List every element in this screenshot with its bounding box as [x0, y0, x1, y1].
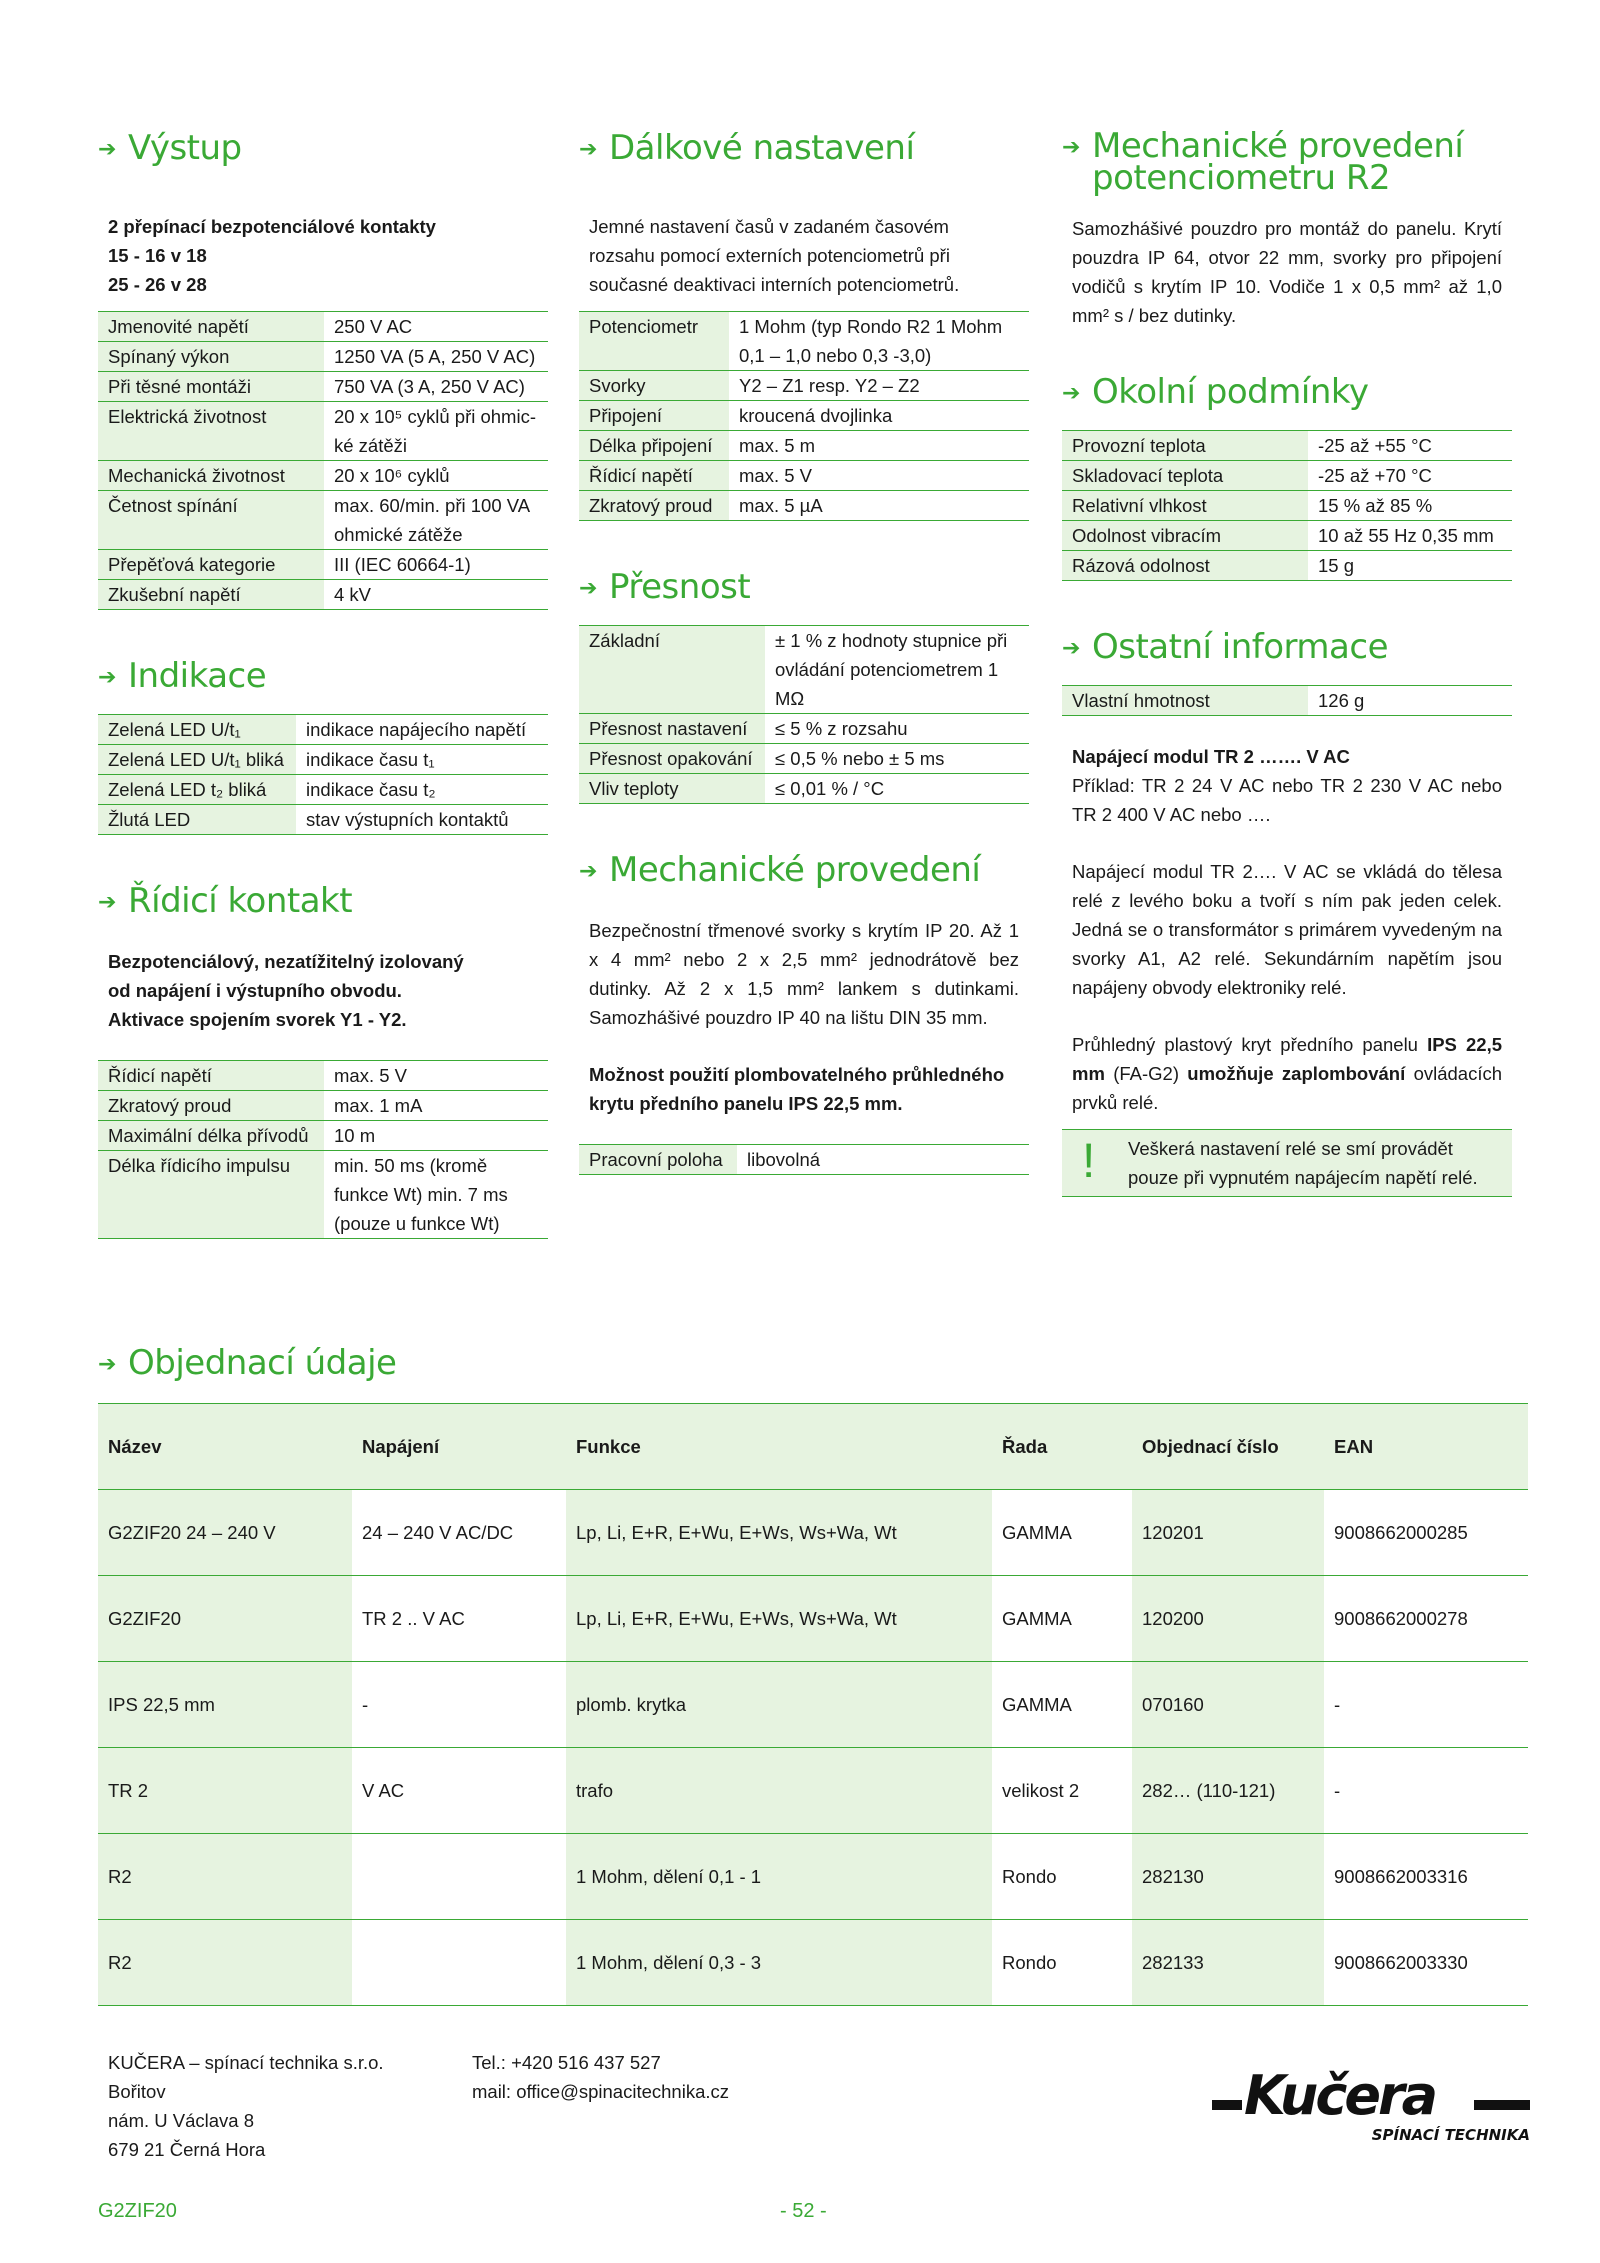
arrow-icon: ➔ — [98, 1352, 116, 1377]
table-row: Pracovní poloha libovolná — [579, 1145, 1029, 1175]
table-row: Svorky Y2 – Z1 resp. Y2 – Z2 — [579, 371, 1029, 401]
mechanicke-text: Bezpečnostní třmenové svorky s krytím IP 20. Až 1 x 4 mm² nebo 2 x 2,5 mm² jednodrátově bez dutinky. Až 2 x 1,5 mm² lankem s dutinkami. Samozhášivé pouzdro IP 40 na lištu DIN 35 mm. — [589, 920, 1019, 1028]
table-row: Délka připojení max. 5 m — [579, 431, 1029, 461]
company-address: KUČERA – spínací technika s.r.o. Bořitov nám. U Václava 8 679 21 Černá Hora — [108, 2052, 384, 2160]
table-row: Připojení kroucená dvojlinka — [579, 401, 1029, 431]
table-row: Žlutá LED stav výstupních kontaktů — [98, 805, 548, 835]
column-left — [98, 130, 548, 1239]
section-title-ridici: ➔ Řídicí kontakt — [98, 881, 353, 921]
table-row: TR 2 V AC trafo velikost 2 282… (110-121) - — [98, 1748, 1528, 1834]
company-contact — [472, 2048, 729, 2106]
presnost-table — [579, 625, 1029, 804]
svg-text:Kučera: Kučera — [1244, 2070, 1436, 2127]
arrow-icon: ➔ — [98, 665, 116, 690]
tr-heading: Napájecí modul TR 2 ……. V AC — [1072, 746, 1350, 767]
section-title-ostatni: ➔ Ostatní informace — [1062, 627, 1388, 667]
arrow-icon: ➔ — [98, 890, 116, 915]
section-title-vystup: ➔ Výstup — [98, 128, 242, 168]
section-title-mech-pot: ➔ Mechanické provedení potenciometru R2 — [1062, 126, 1464, 198]
table-row: Spínaný výkon 1250 VA (5 A, 250 V AC) — [98, 342, 548, 372]
warning-box — [1062, 1129, 1512, 1197]
section-title-objednaci: ➔ Objednací údaje — [98, 1343, 397, 1383]
table-row: Přesnost nastavení ≤ 5 % z rozsahu — [579, 714, 1029, 744]
section-title-dalkove: ➔ Dálkové nastavení — [579, 128, 915, 168]
order-table — [98, 1403, 1528, 2006]
dalkove-text: Jemné nastavení časů v zadaném časovém rozsahu pomocí externích potenciometrů při současné deaktivaci interních potenciometrů. — [589, 216, 960, 295]
kryt-text: Průhledný plastový kryt předního panelu IPS 22,5 mm (FA-G2) umožňuje zaplombování ovládacích prvků relé. — [1072, 1034, 1503, 1113]
arrow-icon: ➔ — [98, 137, 116, 162]
table-row: Jmenovité napětí 250 V AC — [98, 312, 548, 342]
table-row: Maximální délka přívodů 10 m — [98, 1121, 548, 1151]
table-row: Vlastní hmotnost 126 g — [1062, 686, 1512, 716]
table-row: G2ZIF20 24 – 240 V 24 – 240 V AC/DC Lp, Li, E+R, E+Wu, E+Ws, Ws+Wa, Wt GAMMA 120201 9008662000285 — [98, 1490, 1528, 1576]
tr-example: Příklad: TR 2 24 V AC nebo TR 2 230 V AC nebo TR 2 400 V AC nebo …. — [1072, 775, 1502, 825]
section-title-indikace: ➔ Indikace — [98, 656, 267, 696]
table-row: Přesnost opakování ≤ 0,5 % nebo ± 5 ms — [579, 744, 1029, 774]
table-row: Četnost spínání max. 60/min. při 100 VA ohmické zátěže — [98, 491, 548, 550]
table-row: Mechanická životnost 20 x 10⁶ cyklů — [98, 461, 548, 491]
table-row: Při těsné montáži 750 VA (3 A, 250 V AC) — [98, 372, 548, 402]
page-number: - 52 - — [780, 2200, 827, 2222]
table-row: Zelená LED U/t₁ bliká indikace času t₁ — [98, 745, 548, 775]
arrow-icon: ➔ — [1062, 381, 1080, 406]
column-middle — [579, 130, 1029, 1175]
section-title-mechanicke: ➔ Mechanické provedení — [579, 850, 981, 890]
arrow-icon: ➔ — [1062, 135, 1080, 160]
table-row: Relativní vlhkost 15 % až 85 % — [1062, 491, 1512, 521]
vystup-intro: 2 přepínací bezpotenciálové kontakty 15 - 16 v 18 25 - 26 v 28 — [108, 216, 436, 295]
table-row: Základní ± 1 % z hodnoty stupnice při ovládání potenciometrem 1 MΩ — [579, 626, 1029, 714]
ridici-table — [98, 1060, 548, 1239]
table-row: Zkratový proud max. 1 mA — [98, 1091, 548, 1121]
section-title-presnost: ➔ Přesnost — [579, 567, 751, 607]
table-row: Řídicí napětí max. 5 V — [579, 461, 1029, 491]
table-row: IPS 22,5 mm - plomb. krytka GAMMA 070160 - — [98, 1662, 1528, 1748]
arrow-icon: ➔ — [579, 576, 597, 601]
table-row: Odolnost vibracím 10 až 55 Hz 0,35 mm — [1062, 521, 1512, 551]
table-row: G2ZIF20 TR 2 .. V AC Lp, Li, E+R, E+Wu, E+Ws, Ws+Wa, Wt GAMMA 120200 9008662000278 — [98, 1576, 1528, 1662]
table-row: Řídicí napětí max. 5 V — [98, 1061, 548, 1091]
table-row: Elektrická životnost 20 x 10⁵ cyklů při ohmic-ké zátěži — [98, 402, 548, 461]
vystup-table — [98, 311, 548, 610]
dalkove-table — [579, 311, 1029, 521]
table-row: Vliv teploty ≤ 0,01 % / °C — [579, 774, 1029, 804]
arrow-icon: ➔ — [579, 137, 597, 162]
table-row: Zkratový proud max. 5 µA — [579, 491, 1029, 521]
arrow-icon: ➔ — [1062, 636, 1080, 661]
email-text: mail: office@spinacitechnika.cz — [472, 2081, 729, 2102]
table-row: Skladovací teplota -25 až +70 °C — [1062, 461, 1512, 491]
kucera-logo — [1212, 2070, 1532, 2150]
exclamation-icon: ! — [1082, 1135, 1096, 1188]
ostatni-table — [1062, 685, 1512, 716]
arrow-icon: ➔ — [579, 859, 597, 884]
svg-text:SPÍNACÍ TECHNIKA: SPÍNACÍ TECHNIKA — [1371, 2126, 1530, 2144]
table-row: Zelená LED U/t₁ indikace napájecího napětí — [98, 715, 548, 745]
mechanicke-bold-text: Možnost použití plombovatelného průhledného krytu předního panelu IPS 22,5 mm. — [589, 1064, 1005, 1114]
mechanicke-table — [579, 1144, 1029, 1175]
table-row: Délka řídicího impulsu min. 50 ms (kromě funkce Wt) min. 7 ms (pouze u funkce Wt) — [98, 1151, 548, 1239]
order-section — [98, 1345, 1528, 2006]
warning-text: Veškerá nastavení relé se smí provádět pouze při vypnutém napájecím napětí relé. — [1128, 1138, 1478, 1188]
table-row: R2 1 Mohm, dělení 0,1 - 1 Rondo 282130 9008662003316 — [98, 1834, 1528, 1920]
okolni-table — [1062, 430, 1512, 581]
table-row: Přepěťová kategorie III (IEC 60664-1) — [98, 550, 548, 580]
tr-text: Napájecí modul TR 2…. V AC se vkládá do tělesa relé z levého boku a tvoří s ním pak jeden celek. Jedná se o transformátor s primárem vyvedeným na svorky A1, A2 relé. Sekundárním napětím jsou napájeny obvody elektroniky relé. — [1072, 861, 1502, 998]
table-row: Potenciometr 1 Mohm (typ Rondo R2 1 Mohm 0,1 – 1,0 nebo 0,3 -3,0) — [579, 312, 1029, 371]
table-row: Rázová odolnost 15 g — [1062, 551, 1512, 581]
table-row: Zkušební napětí 4 kV — [98, 580, 548, 610]
mech-pot-text: Samozhášivé pouzdro pro montáž do panelu. Krytí pouzdra IP 64, otvor 22 mm, svorky pro připojení vodičů s krytím IP 10. Vodiče 1 x 0,5 mm² až 1,0 mm² s / bez dutinky. — [1072, 218, 1502, 326]
table-row: Zelená LED t₂ bliká indikace času t₂ — [98, 775, 548, 805]
section-title-okolni: ➔ Okolní podmínky — [1062, 372, 1369, 412]
column-right — [1062, 126, 1512, 1197]
logo-graphic — [1212, 2070, 1532, 2150]
phone-text: Tel.: +420 516 437 527 — [472, 2052, 661, 2073]
table-row: Provozní teplota -25 až +55 °C — [1062, 431, 1512, 461]
table-row: R2 1 Mohm, dělení 0,3 - 3 Rondo 282133 9008662003330 — [98, 1920, 1528, 2006]
product-code: G2ZIF20 — [98, 2200, 177, 2222]
ridici-intro: Bezpotenciálový, nezatížitelný izolovaný od napájení i výstupního obvodu. Aktivace spojením svorek Y1 - Y2. — [108, 951, 464, 1030]
table-header-row: Název Napájení Funkce Řada Objednací číslo EAN — [98, 1404, 1528, 1490]
indikace-table — [98, 714, 548, 835]
